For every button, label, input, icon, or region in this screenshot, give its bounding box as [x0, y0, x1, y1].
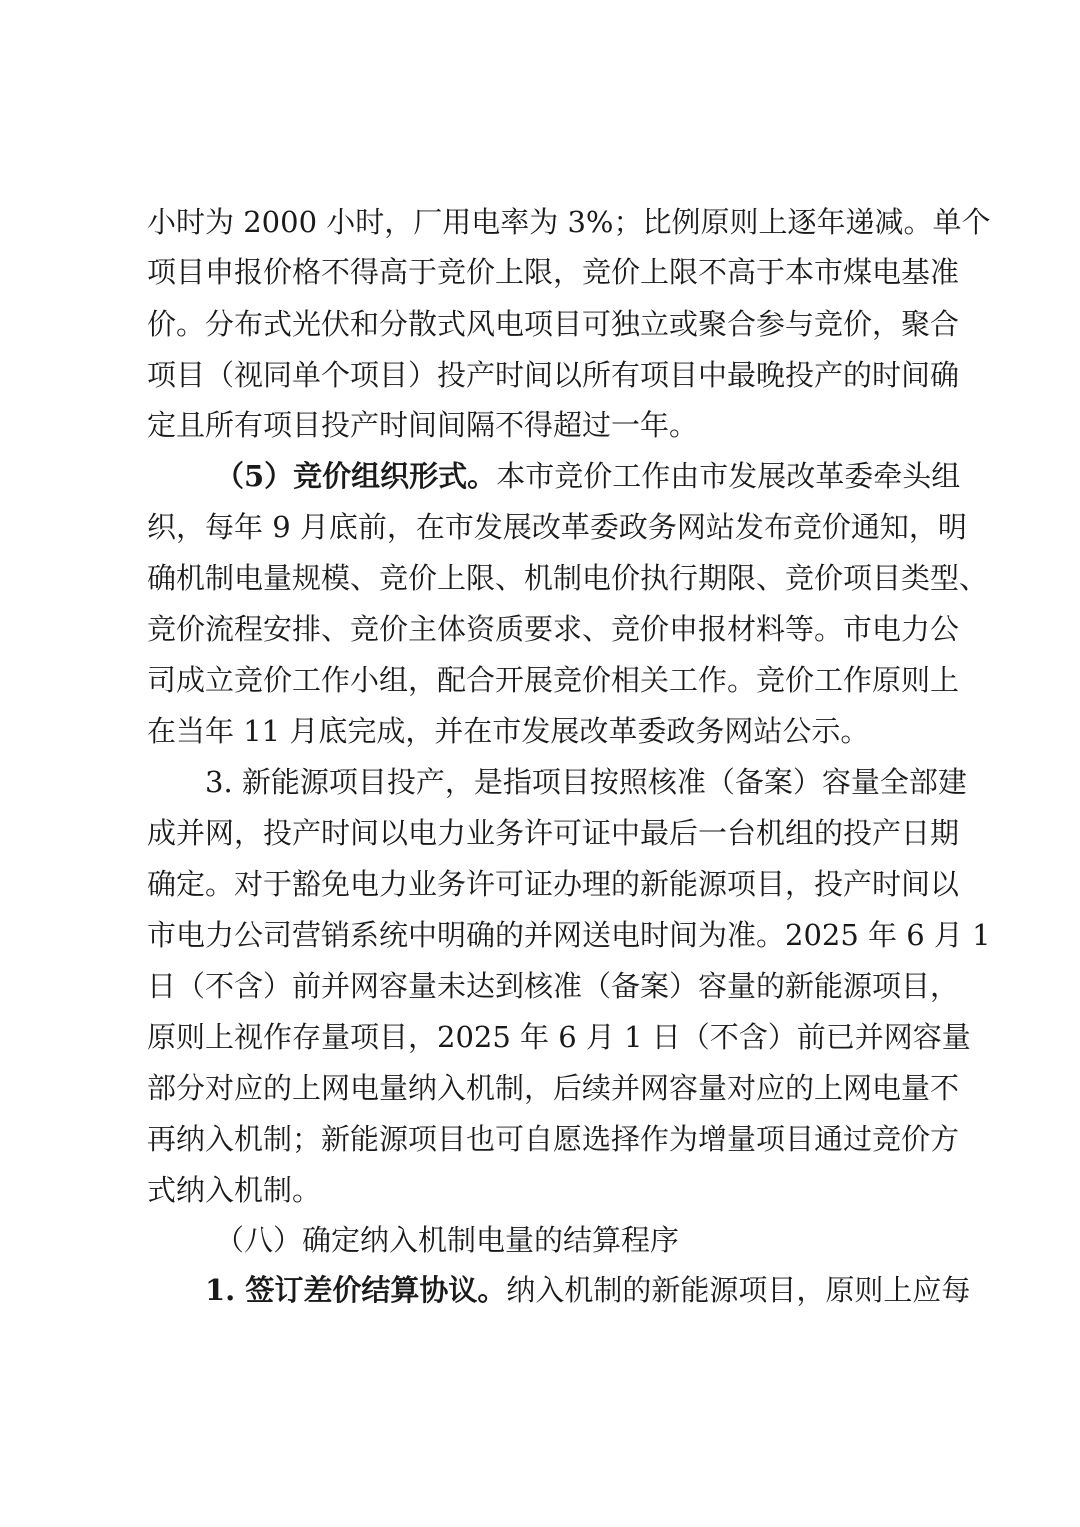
body-line: 再纳入机制；新能源项目也可自愿选择作为增量项目通过竞价方	[147, 1122, 960, 1156]
body-line: 原则上视作存量项目，2025 年 6 月 1 日（不含）前已并网容量	[147, 1020, 971, 1054]
competition-form-heading: （5）竞价组织形式。	[215, 459, 497, 493]
body-line: 日（不含）前并网容量未达到核准（备案）容量的新能源项目，	[147, 969, 960, 1003]
body-line: 价。分布式光伏和分散式风电项目可独立或聚合参与竞价，聚合	[147, 307, 960, 341]
body-line: 司成立竞价工作小组，配合开展竞价相关工作。竞价工作原则上	[147, 663, 960, 697]
body-line: 市电力公司营销系统中明确的并网送电时间为准。2025 年 6 月 1	[147, 918, 991, 952]
body-line: 项目申报价格不得高于竞价上限，竞价上限不高于本市煤电基准	[147, 255, 960, 289]
body-line: 式纳入机制。	[147, 1173, 322, 1207]
settlement-agreement-heading: 1. 签订差价结算协议。	[205, 1273, 507, 1307]
paragraph-settlement-agreement	[205, 1264, 971, 1316]
competition-form-text-end: 组	[931, 459, 961, 493]
body-line: 项目（视同单个项目）投产时间以所有项目中最晚投产的时间确	[147, 358, 960, 392]
body-line: 织，每年 9 月底前，在市发展改革委政务网站发布竞价通知，明	[147, 510, 967, 544]
body-line: 部分对应的上网电量纳入机制，后续并网容量对应的上网电量不	[147, 1071, 960, 1105]
body-line: 确机制电量规模、竞价上限、机制电价执行期限、竞价项目类型、	[147, 561, 989, 595]
body-line: 成并网，投产时间以电力业务许可证中最后一台机组的投产日期	[147, 816, 960, 850]
paragraph-competition-form	[215, 450, 961, 502]
settlement-agreement-text: 纳入机制的新能源项目，原则上应每	[506, 1273, 971, 1307]
body-line: 确定。对于豁免电力业务许可证办理的新能源项目，投产时间以	[147, 867, 960, 901]
section-heading-settlement: （八）确定纳入机制电量的结算程序	[215, 1223, 680, 1257]
body-line: 在当年 11 月底完成，并在市发展改革委政务网站公示。	[147, 714, 870, 748]
paragraph-project-commissioning: 3. 新能源项目投产，是指项目按照核准（备案）容量全部建	[205, 765, 967, 799]
body-line: 小时为 2000 小时，厂用电率为 3%；比例原则上逐年递减。单个	[147, 205, 991, 239]
body-line: 定且所有项目投产时间间隔不得超过一年。	[147, 408, 699, 442]
body-line: 竞价流程安排、竞价主体资质要求、竞价申报材料等。市电力公	[147, 612, 960, 646]
competition-form-text: 本市竞价工作由市发展改革委牵头	[496, 459, 932, 493]
